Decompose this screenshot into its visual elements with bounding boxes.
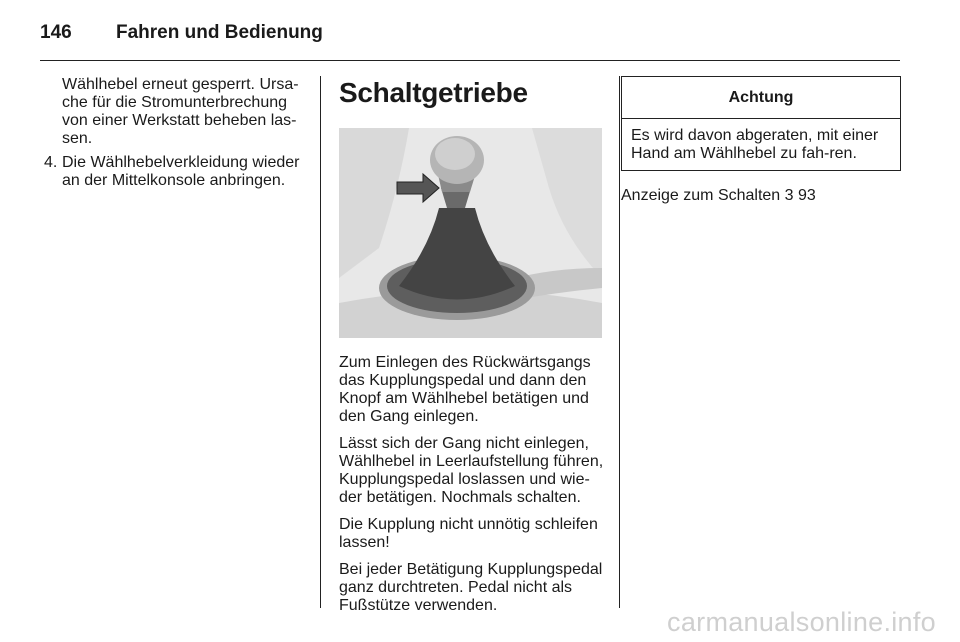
column-left bbox=[44, 76, 302, 190]
reference-arrow-icon: 3 bbox=[784, 187, 794, 204]
paragraph: Lässt sich der Gang nicht einlegen, Wählhebel in Leerlaufstellung führen, Kupplungspedal loslassen und wie-der betätigen. Nochmals schalten. bbox=[339, 435, 604, 506]
list-number: 4. bbox=[44, 154, 58, 171]
caution-box bbox=[621, 76, 901, 171]
gear-shift-illustration bbox=[339, 128, 602, 338]
caution-text: Es wird davon abgeraten, mit einer Hand am Wählhebel zu fah-ren. bbox=[631, 127, 879, 162]
column-right bbox=[621, 76, 901, 205]
paragraph: Die Kupplung nicht unnötig schleifen lassen! bbox=[339, 516, 598, 551]
reference-text: Anzeige zum Schalten bbox=[621, 187, 781, 204]
reference-page[interactable]: 93 bbox=[798, 187, 816, 204]
continuation-text: Wählhebel erneut gesperrt. Ursa-che für die Stromunterbrechung von einer Werkstatt beheben las-sen. bbox=[62, 76, 299, 147]
column-divider bbox=[320, 76, 321, 608]
caution-title: Achtung bbox=[622, 77, 900, 119]
cross-reference bbox=[621, 187, 901, 205]
column-divider bbox=[619, 76, 620, 608]
paragraph: Zum Einlegen des Rückwärtsgangs das Kupplungspedal und dann den Knopf am Wählhebel betätigen und den Gang einlegen. bbox=[339, 354, 591, 425]
column-middle bbox=[339, 76, 605, 624]
page-title: Fahren und Bedienung bbox=[116, 22, 323, 43]
list-item bbox=[44, 154, 302, 190]
watermark: carmanualsonline.info bbox=[667, 607, 936, 637]
section-heading: Schaltgetriebe bbox=[339, 77, 528, 108]
page-header bbox=[40, 18, 900, 61]
page-number: 146 bbox=[40, 22, 72, 43]
paragraph: Bei jeder Betätigung Kupplungspedal ganz durchtreten. Pedal nicht als Fußstütze verwenden. bbox=[339, 561, 603, 614]
list-text: Die Wählhebelverkleidung wieder an der Mittelkonsole anbringen. bbox=[62, 154, 300, 189]
